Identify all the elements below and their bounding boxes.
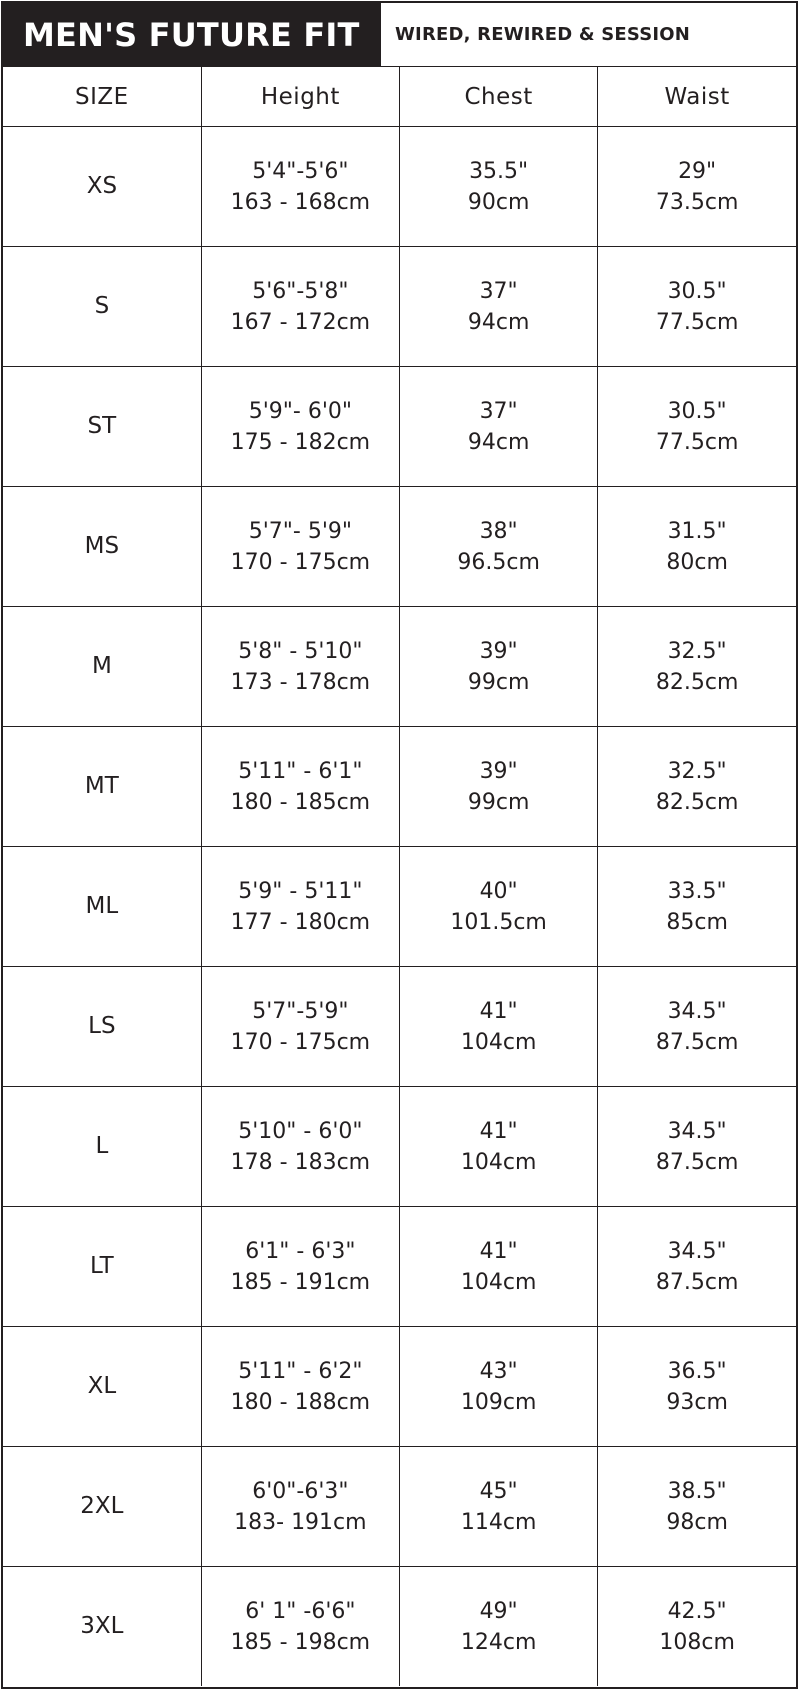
chest-inches: 41" [479,1118,518,1144]
waist-inches: 30.5" [667,278,727,304]
height-cell [201,967,399,1087]
chest-cell [400,607,598,727]
chest-cm: 101.5cm [450,909,547,935]
height-cell [201,487,399,607]
table-row [3,247,796,367]
waist-cm: 73.5cm [655,189,739,215]
waist-cm: 108cm [659,1629,735,1655]
height-cell [201,847,399,967]
waist-cell [598,127,796,247]
height-cm: 180 - 188cm [230,1389,371,1415]
height-cm: 173 - 178cm [230,669,371,695]
waist-inches: 32.5" [667,638,727,664]
chest-cm: 104cm [460,1029,537,1055]
table-row [3,1087,796,1207]
height-cell [201,127,399,247]
height-cm: 177 - 180cm [230,909,371,935]
size-cell: XL [3,1327,201,1447]
height-inches: 5'7"- 5'9" [248,518,352,544]
chest-cell [400,967,598,1087]
chest-inches: 43" [479,1358,518,1384]
header-row [3,67,796,127]
waist-cm: 77.5cm [655,309,739,335]
chart-title: MEN'S FUTURE FIT [3,3,381,66]
chest-inches: 39" [479,758,518,784]
column-header-waist: Waist [598,67,796,127]
height-cm: 167 - 172cm [230,309,371,335]
height-inches: 5'11" - 6'1" [238,758,363,784]
height-inches: 5'8" - 5'10" [238,638,363,664]
chest-cell [400,1327,598,1447]
chest-cm: 96.5cm [457,549,540,575]
chest-inches: 39" [479,638,518,664]
table-row [3,727,796,847]
chest-cm: 94cm [467,309,530,335]
height-inches: 6' 1" -6'6" [245,1598,356,1624]
waist-cm: 85cm [666,909,728,935]
chest-cell [400,1087,598,1207]
waist-cell [598,247,796,367]
size-cell: S [3,247,201,367]
size-cell: LT [3,1207,201,1327]
waist-cm: 82.5cm [655,789,739,815]
table-row [3,607,796,727]
chest-cm: 109cm [460,1389,537,1415]
size-cell: MS [3,487,201,607]
waist-cell [598,727,796,847]
waist-inches: 32.5" [667,758,727,784]
waist-cell [598,1207,796,1327]
table-row [3,1327,796,1447]
height-inches: 5'10" - 6'0" [238,1118,363,1144]
height-cm: 185 - 191cm [230,1269,371,1295]
size-table [3,67,796,1686]
size-cell: L [3,1087,201,1207]
waist-inches: 30.5" [667,398,727,424]
chest-inches: 35.5" [469,158,529,184]
waist-cm: 87.5cm [655,1269,739,1295]
height-cell [201,1327,399,1447]
waist-inches: 34.5" [667,998,727,1024]
waist-cell [598,847,796,967]
waist-cell [598,1447,796,1567]
chest-cm: 99cm [467,789,530,815]
size-cell: 2XL [3,1447,201,1567]
waist-cell [598,1327,796,1447]
column-header-chest: Chest [400,67,598,127]
height-cm: 170 - 175cm [230,1029,371,1055]
height-cm: 178 - 183cm [230,1149,371,1175]
chest-inches: 37" [479,278,518,304]
height-cm: 163 - 168cm [230,189,371,215]
waist-inches: 31.5" [667,518,727,544]
waist-cell [598,967,796,1087]
waist-cm: 87.5cm [655,1029,739,1055]
waist-cell [598,367,796,487]
table-row [3,367,796,487]
chest-cell [400,487,598,607]
chart-subtitle: WIRED, REWIRED & SESSION [395,24,691,45]
chest-cm: 124cm [460,1629,537,1655]
height-cell [201,1567,399,1687]
chest-cell [400,1567,598,1687]
waist-inches: 29" [678,158,717,184]
chest-cell [400,367,598,487]
chest-inches: 38" [479,518,518,544]
table-row [3,1567,796,1687]
height-inches: 5'7"-5'9" [252,998,349,1024]
waist-inches: 34.5" [667,1238,727,1264]
column-header-size: SIZE [3,67,201,127]
height-cell [201,1087,399,1207]
height-cm: 170 - 175cm [230,549,371,575]
size-cell: 3XL [3,1567,201,1687]
chest-inches: 45" [479,1478,518,1504]
height-inches: 5'4"-5'6" [252,158,349,184]
height-cell [201,607,399,727]
height-cm: 180 - 185cm [230,789,371,815]
chest-inches: 40" [479,878,518,904]
title-row [3,3,796,67]
waist-cell [598,607,796,727]
table-row [3,487,796,607]
waist-cell [598,487,796,607]
chest-cell [400,1447,598,1567]
size-cell: ST [3,367,201,487]
size-cell: ML [3,847,201,967]
waist-cm: 82.5cm [655,669,739,695]
waist-cell [598,1567,796,1687]
height-cm: 183- 191cm [234,1509,367,1535]
height-cell [201,367,399,487]
chest-cm: 104cm [460,1269,537,1295]
table-row [3,127,796,247]
waist-cm: 87.5cm [655,1149,739,1175]
chest-cell [400,247,598,367]
height-cm: 175 - 182cm [230,429,371,455]
waist-cm: 80cm [666,549,728,575]
chest-cell [400,727,598,847]
chest-cm: 94cm [467,429,530,455]
chest-inches: 49" [479,1598,518,1624]
chest-cm: 99cm [467,669,530,695]
chest-cell [400,1207,598,1327]
chest-cell [400,127,598,247]
waist-cell [598,1087,796,1207]
waist-cm: 98cm [666,1509,728,1535]
height-cell [201,1447,399,1567]
height-cell [201,1207,399,1327]
size-cell: XS [3,127,201,247]
waist-cm: 77.5cm [655,429,739,455]
chest-cell [400,847,598,967]
waist-cm: 93cm [666,1389,728,1415]
height-inches: 5'11" - 6'2" [238,1358,363,1384]
height-cm: 185 - 198cm [230,1629,371,1655]
size-cell: MT [3,727,201,847]
table-row [3,847,796,967]
height-cell [201,727,399,847]
height-inches: 5'9" - 5'11" [238,878,363,904]
size-chart [1,1,798,1689]
table-row [3,1207,796,1327]
height-inches: 6'1" - 6'3" [245,1238,356,1264]
waist-inches: 42.5" [667,1598,727,1624]
waist-inches: 36.5" [667,1358,727,1384]
chest-inches: 41" [479,998,518,1024]
height-inches: 5'6"-5'8" [252,278,349,304]
column-header-height: Height [201,67,399,127]
chest-inches: 41" [479,1238,518,1264]
chest-cm: 104cm [460,1149,537,1175]
height-inches: 6'0"-6'3" [252,1478,349,1504]
chest-cm: 90cm [467,189,530,215]
size-cell: M [3,607,201,727]
height-cell [201,247,399,367]
height-inches: 5'9"- 6'0" [248,398,352,424]
waist-inches: 33.5" [667,878,727,904]
waist-inches: 38.5" [667,1478,727,1504]
table-row [3,967,796,1087]
chest-inches: 37" [479,398,518,424]
table-row [3,1447,796,1567]
waist-inches: 34.5" [667,1118,727,1144]
size-cell: LS [3,967,201,1087]
chest-cm: 114cm [460,1509,537,1535]
